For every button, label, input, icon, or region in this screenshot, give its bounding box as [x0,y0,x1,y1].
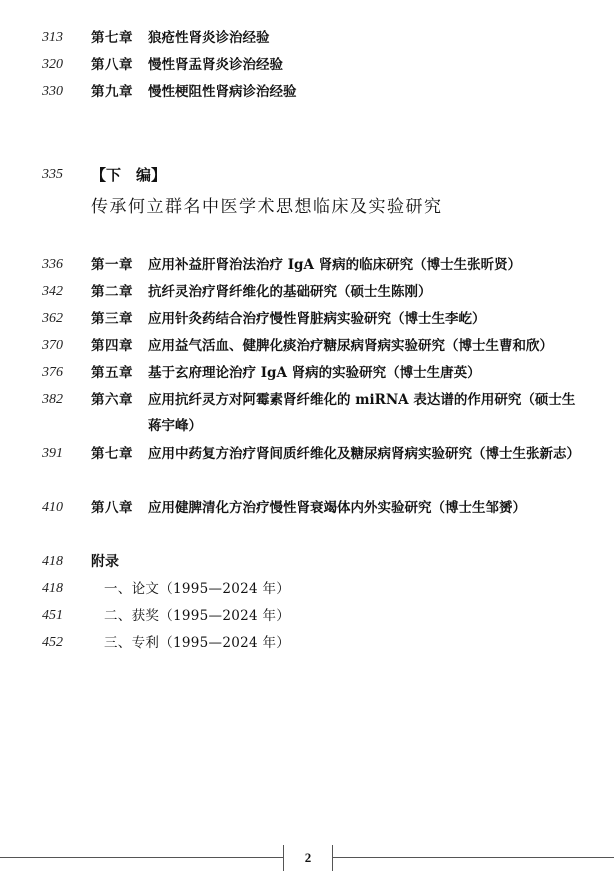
toc-chapter-label: 第一章 [91,257,133,273]
toc-page-number: 370 [42,338,63,353]
toc-chapter-label: 第八章 [91,500,133,516]
toc-chapter-label: 第七章 [91,446,133,462]
part-label: 【下 编】 [91,166,167,184]
toc-page-number: 342 [42,284,63,299]
toc-page-number: 330 [42,84,63,99]
toc-page-number: 336 [42,257,63,272]
toc-page-number: 382 [42,392,63,407]
toc-chapter-label: 第九章 [91,84,133,100]
part-page-number: 335 [42,167,63,182]
appendix-page-number: 418 [42,554,63,569]
toc-chapter-label: 第七章 [91,30,133,46]
toc-chapter-title: 慢性肾盂肾炎诊治经验 [148,57,283,73]
footer-page-number: 2 [283,845,333,871]
toc-chapter-title: 慢性梗阻性肾病诊治经验 [148,84,297,100]
appendix-item-title: 一、论文（1995—2024 年） [104,581,291,597]
toc-chapter-label: 第五章 [91,365,133,381]
toc-chapter-title: 抗纤灵治疗肾纤维化的基础研究（硕士生陈刚） [148,284,432,300]
appendix-label: 附录 [91,554,119,570]
toc-page-number: 313 [42,30,63,45]
toc-chapter-title: 应用针灸药结合治疗慢性肾脏病实验研究（博士生李屹） [148,311,486,327]
toc-chapter-title: 应用抗纤灵方对阿霉素肾纤维化的 miRNA 表达谱的作用研究（硕士生蒋宇峰） [148,392,576,434]
toc-page-number: 376 [42,365,63,380]
part-subtitle: 传承何立群名中医学术思想临床及实验研究 [91,197,443,217]
appendix-item-page-number: 452 [42,635,63,650]
toc-page-number: 320 [42,57,63,72]
toc-page-number: 391 [42,446,63,461]
toc-chapter-title: 狼疮性肾炎诊治经验 [148,30,270,46]
toc-chapter-label: 第二章 [91,284,133,300]
toc-chapter-label: 第三章 [91,311,133,327]
toc-chapter-label: 第六章 [91,392,133,408]
appendix-item-title: 二、获奖（1995—2024 年） [104,608,291,624]
toc-page-number: 362 [42,311,63,326]
appendix-item-title: 三、专利（1995—2024 年） [104,635,291,651]
appendix-item-page-number: 451 [42,608,63,623]
toc-chapter-label: 第八章 [91,57,133,73]
toc-chapter-title: 应用补益肝肾治法治疗 IgA 肾病的临床研究（博士生张昕贤） [148,257,522,273]
appendix-item-page-number: 418 [42,581,63,596]
toc-page-number: 410 [42,500,63,515]
toc-chapter-title: 应用健脾清化方治疗慢性肾衰竭体内外实验研究（博士生邹赟） [148,500,526,516]
toc-chapter-title: 应用中药复方治疗肾间质纤维化及糖尿病肾病实验研究（博士生张新志） [148,446,580,462]
toc-chapter-title: 基于玄府理论治疗 IgA 肾病的实验研究（博士生唐英） [148,365,481,381]
toc-chapter-label: 第四章 [91,338,133,354]
footer-rule-left [0,857,283,858]
footer-rule-right [333,857,614,858]
toc-chapter-title: 应用益气活血、健脾化痰治疗糖尿病肾病实验研究（博士生曹和欣） [148,338,553,354]
